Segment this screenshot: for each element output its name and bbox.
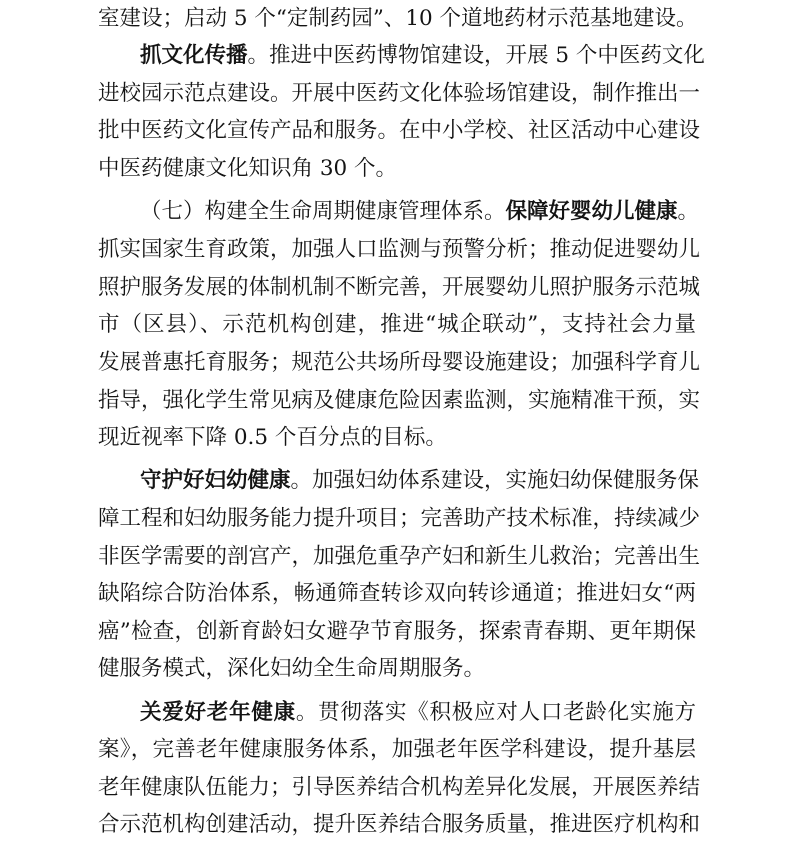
line-text: 非医学需要的剖宫产，加强危重孕产妇和新生儿救治；完善出生 — [98, 544, 701, 569]
line-text: 室建设；启动 5 个“定制药园”、10 个道地药材示范基地建设。 — [98, 6, 698, 31]
line-text: 发展普惠托育服务；规范公共场所母婴设施建设；加强科学育儿 — [98, 350, 701, 375]
line-text: 缺陷综合防治体系，畅通筛查转诊双向转诊通道；推进妇女“两 — [98, 581, 696, 606]
line-text: 中医药健康文化知识角 30 个。 — [98, 156, 398, 181]
text-line — [98, 802, 701, 848]
text-line — [98, 415, 696, 461]
line-text: 照护服务发展的体制机制不断完善，开展婴幼儿照护服务示范城 — [98, 275, 701, 300]
line-text: 抓实国家生育政策，加强人口监测与预警分析；推动促进婴幼儿 — [98, 237, 701, 262]
line-text: 指导，强化学生常见病及健康危险因素监测，实施精准干预，实 — [98, 388, 701, 413]
line-text: 进校园示范点建设。开展中医药文化体验场馆建设，制作推出一 — [98, 81, 701, 106]
line-text: 。推进中医药博物馆建设，开展 5 个中医药文化 — [247, 43, 705, 68]
line-text: 。加强妇幼体系建设，实施妇幼保健服务保 — [290, 468, 700, 493]
line-text: 市（区县）、示范机构创建，推进“城企联动”，支持社会力量 — [98, 312, 696, 337]
line-text: 障工程和妇幼服务能力提升项目；完善助产技术标准，持续减少 — [98, 506, 701, 531]
line-text: 现近视率下降 0.5 个百分点的目标。 — [98, 425, 447, 450]
line-text: 案》，完善老年健康服务体系，加强老年医学科建设，提升基层 — [98, 737, 696, 762]
line-text: 癌”检查，创新育龄妇女避孕节育服务，探索青春期、更年期保 — [98, 619, 696, 644]
line-text: 健服务模式，深化妇幼全生命周期服务。 — [98, 656, 486, 681]
section-lead: 守护好妇幼健康 — [140, 468, 291, 493]
section-lead: 保障好婴幼儿健康 — [505, 199, 678, 224]
line-text: 合示范机构创建活动，提升医养结合服务质量，推进医疗机构和 — [98, 812, 701, 837]
section-lead: 关爱好老年健康 — [140, 700, 296, 725]
line-text: 老年健康队伍能力；引导医养结合机构差异化发展，开展医养结 — [98, 775, 701, 800]
text-line — [98, 646, 696, 692]
section-lead: 抓文化传播 — [140, 43, 248, 68]
line-end: 。 — [677, 199, 700, 224]
line-text: 批中医药文化宣传产品和服务。在中小学校、社区活动中心建设 — [98, 118, 701, 143]
section-number-title: （七）构建全生命周期健康管理体系。 — [140, 199, 506, 224]
text-line — [98, 146, 696, 192]
line-text: 。贯彻落实《积极应对人口老龄化实施方 — [295, 700, 696, 725]
